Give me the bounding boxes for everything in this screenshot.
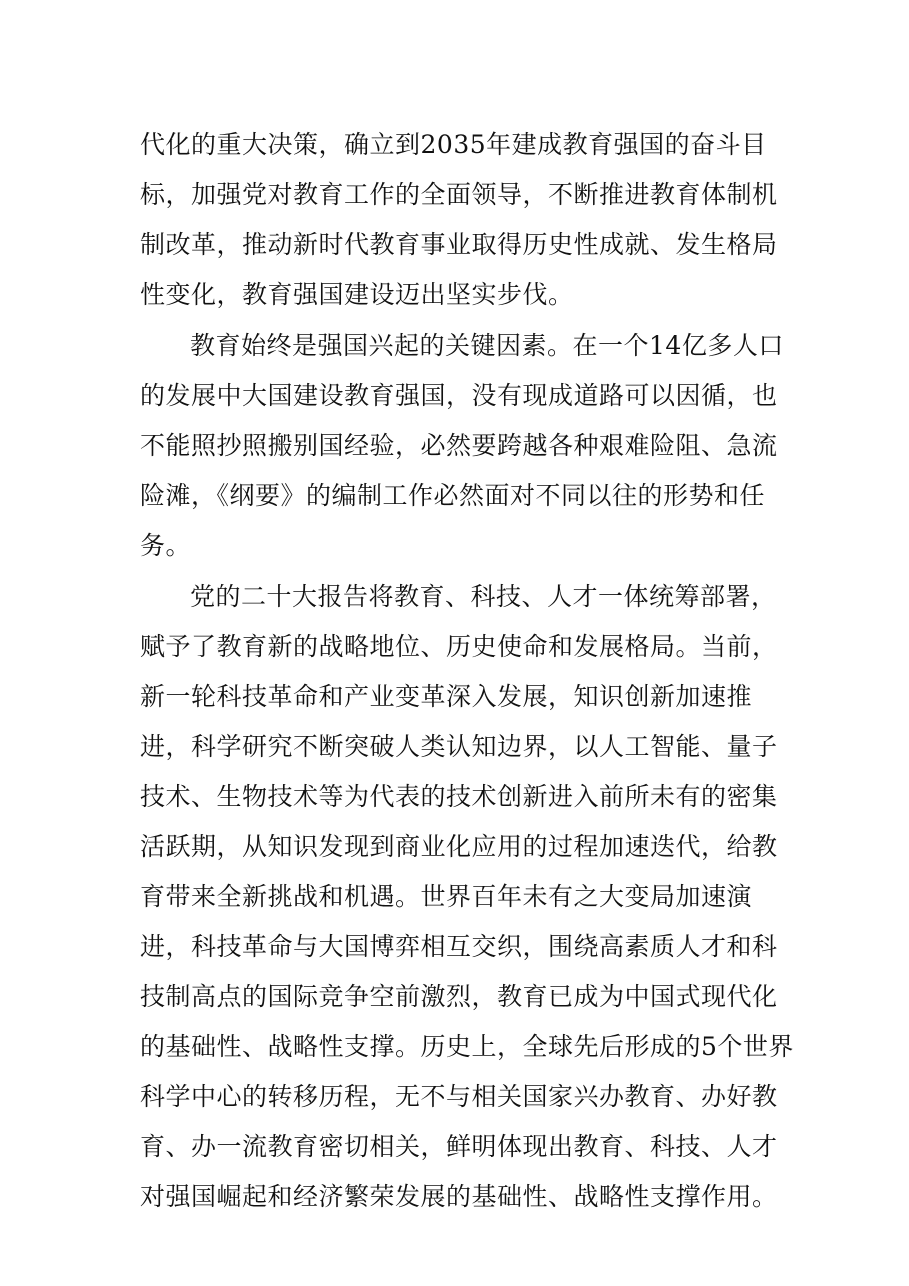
text-line: 育带来全新挑战和机遇。世界百年未有之大变局加速演	[140, 882, 753, 911]
text-line: 的基础性、战略性支撑。历史上，全球先后形成的5个世界	[140, 1032, 794, 1061]
text-line: 进，科学研究不断突破人类认知边界，以人工智能、量子	[140, 732, 778, 761]
text-line: 技制高点的国际竞争空前激烈，教育已成为中国式现代化	[140, 982, 778, 1011]
text-line: 对强国崛起和经济繁荣发展的基础性、战略性支撑作用。	[140, 1182, 778, 1211]
text-line: 务。	[140, 531, 192, 560]
text-line: 的发展中大国建设教育强国，没有现成道路可以因循，也	[140, 381, 778, 410]
text-line: 技术、生物技术等为代表的技术创新进入前所未有的密集	[140, 782, 778, 811]
text-line: 代化的重大决策，确立到2035年建成教育强国的奋斗目	[140, 130, 767, 159]
text-line: 科学中心的转移历程，无不与相关国家兴办教育、办好教	[140, 1082, 778, 1111]
paragraph-first-line: 教育始终是强国兴起的关键因素。在一个14亿多人口	[190, 331, 784, 360]
text-line: 活跃期，从知识发现到商业化应用的过程加速迭代，给教	[140, 832, 778, 861]
text-line: 险滩，《纲要》的编制工作必然面对不同以往的形势和任	[140, 481, 766, 510]
text-line: 赋予了教育新的战略地位、历史使命和发展格局。当前，	[140, 632, 778, 661]
text-line: 标，加强党对教育工作的全面领导，不断推进教育体制机	[140, 180, 778, 209]
paragraph-first-line: 党的二十大报告将教育、科技、人才一体统筹部署，	[190, 582, 777, 611]
text-line: 不能照抄照搬别国经验，必然要跨越各种艰难险阻、急流	[140, 431, 778, 460]
text-line: 新一轮科技革命和产业变革深入发展，知识创新加速推	[140, 682, 753, 711]
text-line: 性变化，教育强国建设迈出坚实步伐。	[140, 280, 574, 309]
text-line: 育、办一流教育密切相关，鲜明体现出教育、科技、人才	[140, 1132, 778, 1161]
text-line: 进，科技革命与大国博弈相互交织，围绕高素质人才和科	[140, 932, 778, 961]
text-line: 制改革，推动新时代教育事业取得历史性成就、发生格局	[140, 230, 778, 259]
